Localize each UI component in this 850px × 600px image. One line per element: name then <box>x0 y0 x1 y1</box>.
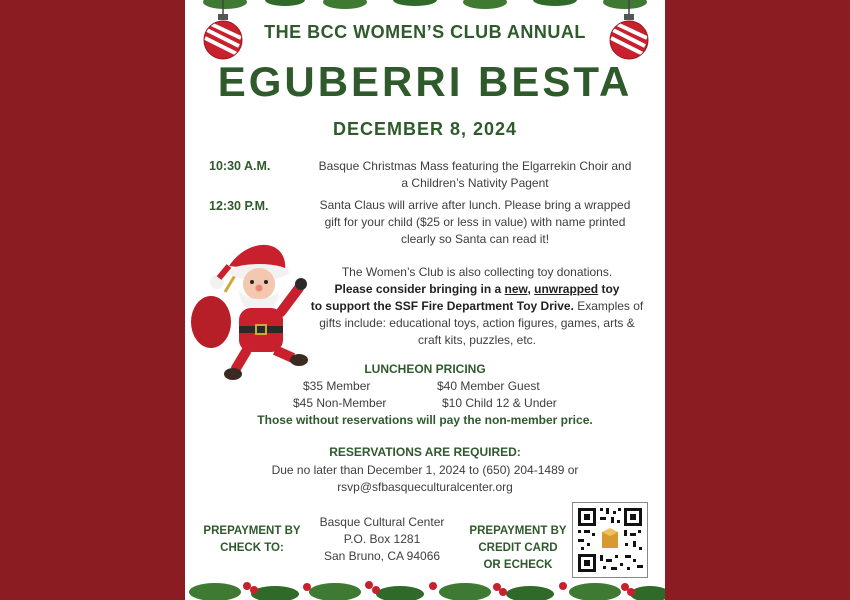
donations-unwrapped: unwrapped <box>534 282 599 296</box>
schedule-time-2: 12:30 P.M. <box>209 199 269 213</box>
prepay-card-line2: CREDIT CARD <box>478 542 558 554</box>
club-heading: THE BCC WOMEN’S CLUB ANNUAL <box>264 22 586 42</box>
donations-line5: craft kits, puzzles, etc. <box>417 333 537 347</box>
pricing-title: LUNCHEON PRICING <box>364 362 486 376</box>
schedule-desc-2-line1: Santa Claus will arrive after lunch. Please bring a wrapped <box>319 198 631 212</box>
donations-block <box>297 264 657 349</box>
schedule-desc-2 <box>295 197 655 248</box>
donations-toy-drive: to support the SSF Fire Department Toy Drive. <box>310 299 574 313</box>
prepay-card-label <box>463 523 573 574</box>
address-line3: San Bruno, CA 94066 <box>323 549 441 563</box>
price-non-member: $45 Non-Member <box>293 396 387 410</box>
event-title: EGUBERRI BESTA <box>217 58 633 105</box>
event-flyer <box>185 0 665 600</box>
schedule-desc-2-line2: gift for your child ($25 or less in value) with name printed <box>324 215 626 229</box>
donations-line3-end: Examples of <box>573 299 644 313</box>
mailing-address <box>307 514 457 565</box>
prepay-check-line2: CHECK TO: <box>220 542 284 554</box>
donations-line2 <box>297 281 657 298</box>
donations-line4: gifts include: educational toys, action figures, games, arts & <box>319 316 635 330</box>
pricing-note: Those without reservations will pay the non-member price. <box>257 413 593 427</box>
donations-line2-start: Please consider bringing in a <box>334 282 505 296</box>
schedule-desc-1-line1: Basque Christmas Mass featuring the Elgarrekin Choir and <box>318 159 632 173</box>
prepay-card-line1: PREPAYMENT BY <box>469 525 567 537</box>
prepay-check-line1: PREPAYMENT BY <box>203 525 301 537</box>
donations-new: new <box>504 282 528 296</box>
holly-border-top <box>185 0 665 14</box>
schedule-desc-2-line3: clearly so Santa can read it! <box>400 232 550 246</box>
qr-code-icon[interactable] <box>572 502 648 578</box>
donations-line1: The Women’s Club is also collecting toy donations. <box>341 265 613 279</box>
reservations-title: RESERVATIONS ARE REQUIRED: <box>329 445 521 459</box>
prepay-card-line3: OR ECHECK <box>483 559 553 571</box>
reservations-email: rsvp@sfbasqueculturalcenter.org <box>337 480 513 494</box>
donations-line2-end: toy <box>598 282 620 296</box>
reservations-details <box>185 462 665 496</box>
price-member: $35 Member <box>303 379 371 393</box>
price-child: $10 Child 12 & Under <box>442 396 557 410</box>
schedule-desc-1-line2: a Children’s Nativity Pagent <box>401 176 549 190</box>
prepay-check-label <box>197 523 307 557</box>
address-line2: P.O. Box 1281 <box>343 532 421 546</box>
address-line1: Basque Cultural Center <box>319 515 445 529</box>
donations-line3 <box>297 298 657 315</box>
schedule-time-1: 10:30 A.M. <box>209 159 271 173</box>
schedule-desc-1 <box>295 158 655 192</box>
reservations-line1: Due no later than December 1, 2024 to (650) 204-1489 or <box>271 463 579 477</box>
price-member-guest: $40 Member Guest <box>437 379 540 393</box>
donations-comma: , <box>527 282 535 296</box>
holly-border-bottom <box>185 578 665 600</box>
event-date: DECEMBER 8, 2024 <box>332 119 518 139</box>
